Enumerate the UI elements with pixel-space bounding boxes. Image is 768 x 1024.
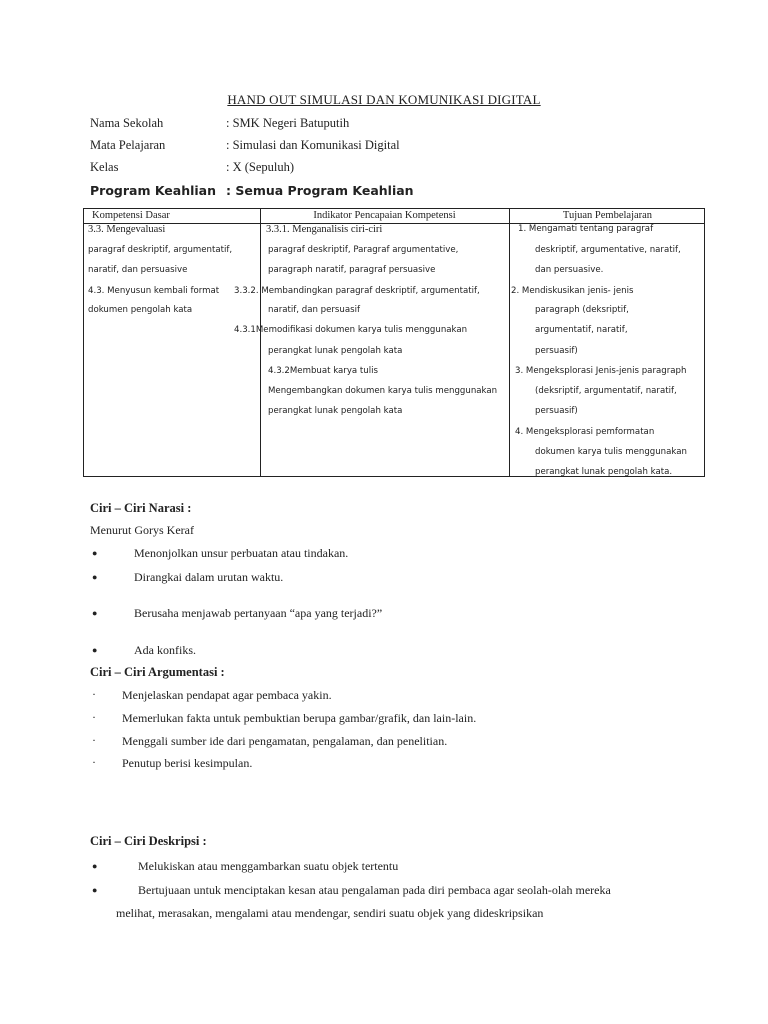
ipk-line: Mengembangkan dokumen karya tulis menggunakan (268, 386, 498, 396)
info-value-program: : Semua Program Keahlian (226, 183, 414, 198)
list-item-continuation: melihat, merasakan, mengalami atau mendengar, sendiri suatu objek yang dideskripsikan (116, 906, 544, 920)
list-item: Berusaha menjawab pertanyaan “apa yang terjadi?” (134, 606, 383, 620)
tp-line: persuasif) (535, 346, 578, 356)
deskripsi-heading: Ciri – Ciri Deskripsi : (90, 834, 207, 848)
list-item: Melukiskan atau menggambarkan suatu objek tertentu (138, 859, 399, 873)
bullet-icon: · (92, 733, 96, 747)
table-divider (260, 209, 261, 476)
bullet-icon: ● (92, 861, 98, 871)
competency-table (83, 208, 705, 477)
kd-line: 3.3. Mengevaluasi (88, 224, 166, 235)
tp-line: 4. Mengeksplorasi pemformatan (515, 427, 655, 437)
tp-line: dan persuasive. (535, 265, 604, 275)
ipk-line: paragraph naratif, paragraf persuasive (268, 265, 436, 275)
list-item: Ada konfiks. (134, 643, 196, 657)
kd-line: dokumen pengolah kata (88, 305, 193, 315)
ipk-line: 4.3.1Memodifikasi dokumen karya tulis menggunakan (234, 325, 468, 335)
argumentasi-heading: Ciri – Ciri Argumentasi : (90, 665, 225, 679)
info-value-school: : SMK Negeri Batuputih (226, 116, 350, 130)
kd-line: 4.3. Menyusun kembali format (88, 286, 220, 296)
ipk-line: naratif, dan persuasif (268, 305, 361, 315)
tp-line: paragraph (deksriptif, (535, 305, 629, 315)
tp-line: 1. Mengamati tentang paragraf (518, 224, 654, 234)
bullet-icon: ● (92, 608, 98, 618)
bullet-icon: ● (92, 548, 98, 558)
table-header-kd: Kompetensi Dasar (92, 210, 170, 221)
kd-line: paragraf deskriptif, argumentatif, (88, 245, 233, 255)
info-value-class: : X (Sepuluh) (226, 160, 295, 174)
narasi-heading: Ciri – Ciri Narasi : (90, 501, 192, 515)
kd-line: naratif, dan persuasive (88, 265, 188, 275)
tp-line: 3. Mengeksplorasi Jenis-jenis paragraph (515, 366, 687, 376)
bullet-icon: · (92, 755, 96, 769)
ipk-line: paragraf deskriptif, Paragraf argumentative, (268, 245, 459, 255)
ipk-line: 4.3.2Membuat karya tulis (268, 366, 378, 376)
ipk-line: 3.3.1. Menganalisis ciri-ciri (266, 224, 383, 235)
page-title: HAND OUT SIMULASI DAN KOMUNIKASI DIGITAL (227, 92, 541, 107)
bullet-icon: · (92, 710, 96, 724)
bullet-icon: ● (92, 572, 98, 582)
list-item: Bertujuaan untuk menciptakan kesan atau pengalaman pada diri pembaca agar seolah-olah mereka (138, 883, 611, 897)
tp-line: deskriptif, argumentative, naratif, (535, 245, 681, 255)
tp-line: persuasif) (535, 406, 578, 416)
tp-line: 2. Mendiskusikan jenis- jenis (511, 286, 634, 296)
table-header-tp: Tujuan Pembelajaran (562, 210, 653, 221)
list-item: Dirangkai dalam urutan waktu. (134, 570, 284, 584)
tp-line: dokumen karya tulis menggunakan (535, 447, 687, 457)
tp-line: (deksriptif, argumentatif, naratif, (535, 386, 677, 396)
info-label-program: Program Keahlian (90, 183, 217, 198)
narasi-source: Menurut Gorys Keraf (90, 523, 194, 537)
bullet-icon: ● (92, 885, 98, 895)
list-item: Menggali sumber ide dari pengamatan, pengalaman, dan penelitian. (122, 734, 448, 748)
table-header-ipk: Indikator Pencapaian Kompetensi (313, 210, 456, 221)
ipk-line: perangkat lunak pengolah kata (268, 406, 403, 416)
info-label-class: Kelas (90, 160, 119, 174)
bullet-icon: · (92, 687, 96, 701)
ipk-line: perangkat lunak pengolah kata (268, 346, 403, 356)
list-item: Menonjolkan unsur perbuatan atau tindakan. (134, 546, 349, 560)
info-label-school: Nama Sekolah (90, 116, 164, 130)
list-item: Menjelaskan pendapat agar pembaca yakin. (122, 688, 332, 702)
tp-line: perangkat lunak pengolah kata. (535, 467, 673, 477)
info-value-subject: : Simulasi dan Komunikasi Digital (226, 138, 400, 152)
list-item: Penutup berisi kesimpulan. (122, 756, 253, 770)
tp-line: argumentatif, naratif, (535, 325, 628, 335)
info-label-subject: Mata Pelajaran (90, 138, 166, 152)
bullet-icon: ● (92, 645, 98, 655)
ipk-line: 3.3.2. Membandingkan paragraf deskriptif, argumentatif, (234, 286, 480, 296)
table-divider (509, 209, 510, 476)
list-item: Memerlukan fakta untuk pembuktian berupa gambar/grafik, dan lain-lain. (122, 711, 477, 725)
